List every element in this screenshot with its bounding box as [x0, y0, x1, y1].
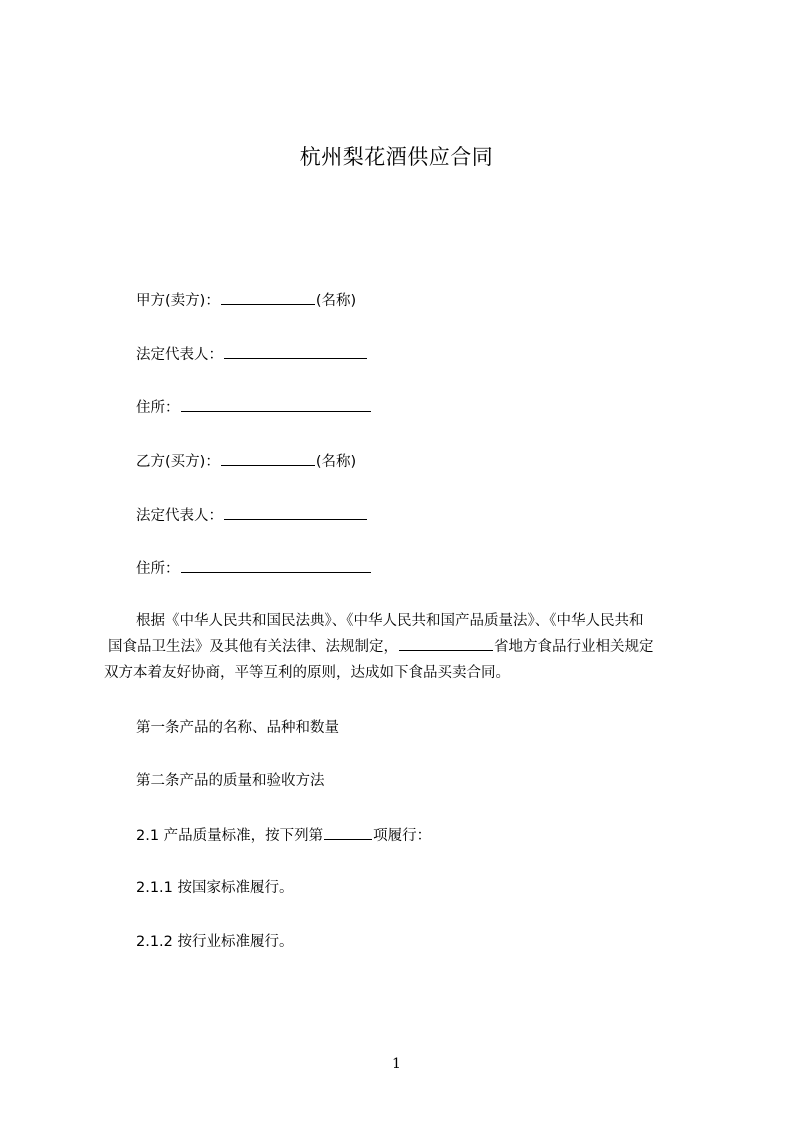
clause-2-1-1: 2.1.1 按国家标准履行。 — [136, 880, 294, 896]
party-a-label: 甲方(卖方)： — [136, 293, 220, 309]
party-a-name-line — [136, 290, 356, 311]
party-b-name-blank[interactable] — [221, 451, 315, 466]
party-a-address-label: 住所： — [136, 400, 180, 416]
party-b-address-label: 住所： — [136, 561, 180, 577]
province-blank[interactable] — [399, 636, 493, 651]
preamble-line-2-text: 国食品卫生法》及其他有关法律、法规制定， — [108, 639, 398, 655]
page-number: 1 — [392, 1056, 401, 1072]
preamble-paragraph — [104, 608, 704, 686]
preamble-line-1: 根据《中华人民共和国民法典》、《中华人民共和国产品质量法》、《中华人民共和 — [136, 613, 644, 629]
party-a-rep-label: 法定代表人： — [136, 347, 223, 363]
clause-2-1-2: 2.1.2 按行业标准履行。 — [136, 934, 294, 950]
party-b-address-blank[interactable] — [181, 558, 371, 573]
party-a-name-suffix: (名称) — [315, 293, 357, 309]
party-a-rep-blank[interactable] — [224, 344, 367, 359]
party-b-address-line — [136, 558, 372, 579]
party-b-name-suffix: (名称) — [315, 454, 357, 470]
party-a-name-blank[interactable] — [221, 290, 315, 305]
party-b-label: 乙方(买方)： — [136, 454, 220, 470]
preamble-line-3: 双方本着友好协商，平等互利的原则，达成如下食品买卖合同。 — [104, 665, 510, 681]
party-b-rep-line — [136, 505, 368, 526]
preamble-line-2 — [104, 634, 704, 660]
clause-2-1-rest: 项履行： — [373, 828, 432, 844]
party-b-rep-label: 法定代表人： — [136, 508, 223, 524]
document-title: 杭州梨花酒供应合同 — [299, 145, 494, 169]
article-2-heading: 第二条产品的质量和验收方法 — [136, 773, 325, 789]
party-a-address-blank[interactable] — [181, 397, 371, 412]
party-a-rep-line — [136, 344, 368, 365]
preamble-line-2-rest: 省地方食品行业相关规定 — [494, 639, 654, 655]
party-a-address-line — [136, 397, 372, 418]
clause-2-1-blank[interactable] — [324, 825, 372, 840]
article-1-heading: 第一条产品的名称、品种和数量 — [136, 720, 339, 736]
clause-2-1-text: 2.1 产品质量标准，按下列第 — [136, 828, 324, 844]
party-b-name-line — [136, 451, 356, 472]
clause-2-1 — [136, 825, 431, 846]
party-b-rep-blank[interactable] — [224, 505, 367, 520]
